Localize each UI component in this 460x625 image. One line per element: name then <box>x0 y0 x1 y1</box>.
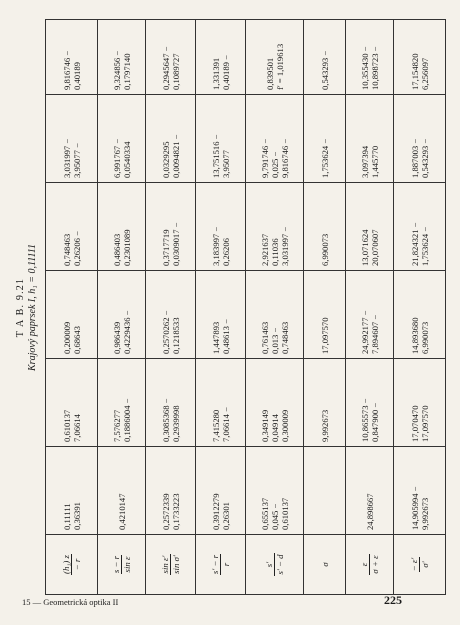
cell-value: 0,1797140 <box>121 53 132 90</box>
cell-value: 0,11036 <box>269 238 280 266</box>
table-cell <box>146 359 196 447</box>
row-header <box>394 535 446 595</box>
cell-value: 0,26301 <box>220 502 231 530</box>
table-cell <box>46 359 98 447</box>
page-number: 225 <box>384 593 402 607</box>
cell-value: 17,097570 <box>419 405 430 442</box>
cell-value: 0,610137 <box>279 497 290 530</box>
cell-value: 3,95077 − <box>71 143 82 178</box>
cell-value: 10,355430 − <box>359 46 370 90</box>
table-cell <box>304 20 346 95</box>
row-header-bottom: − r <box>72 558 82 571</box>
cell-value: 14,905994 − <box>409 486 420 530</box>
table-row <box>304 20 346 595</box>
table-cell <box>246 95 304 183</box>
cell-value: 0,013 − <box>269 327 280 354</box>
row-header-bottom: sin ε <box>122 556 132 573</box>
row-header-top: s′ <box>264 553 275 575</box>
cell-value: 9,324856 − <box>111 50 122 90</box>
row-header <box>146 535 196 595</box>
cell-value: f′ = 1,019613 <box>274 43 285 90</box>
cell-value: 0,0094821 − <box>170 134 181 178</box>
table-cell <box>98 359 146 447</box>
cell-value: 1,447893 <box>210 321 221 354</box>
table-cell <box>98 447 146 535</box>
cell-value: 0,2570262 − <box>160 310 171 354</box>
cell-value: 0,0309017 − <box>170 222 181 266</box>
cell-value: 7,06614 <box>71 414 82 442</box>
table-cell <box>246 447 304 535</box>
table-cell <box>346 95 394 183</box>
cell-value: 17,097570 <box>319 317 330 354</box>
row-header <box>246 535 304 595</box>
table-cell <box>146 20 196 95</box>
table-cell <box>98 95 146 183</box>
cell-value: 3,031997 − <box>279 226 290 266</box>
footer-chapter: 15 — Geometrická optika II <box>22 597 119 607</box>
row-header <box>304 535 346 595</box>
cell-value: 0,11111 <box>61 503 72 530</box>
table-cell <box>146 271 196 359</box>
cell-value: 1,887003 − <box>409 138 420 178</box>
row-header-bottom: sin σ′ <box>171 555 181 574</box>
cell-value: 1,753624 − <box>319 138 330 178</box>
cell-value: 0,48613 − <box>220 319 231 354</box>
cell-value: 3,097394 <box>359 145 370 178</box>
cell-value: 0,543293 − <box>419 138 430 178</box>
table-cell <box>346 359 394 447</box>
cell-value: 0,655137 <box>259 497 270 530</box>
table-cell <box>346 447 394 535</box>
table-cell <box>146 183 196 271</box>
row-header <box>196 535 246 595</box>
cell-value: 2,921637 <box>259 233 270 266</box>
table-cell <box>46 20 98 95</box>
row-header <box>46 535 98 595</box>
table-row <box>196 20 246 595</box>
table-cell <box>196 271 246 359</box>
table-cell <box>246 271 304 359</box>
data-table <box>45 19 446 595</box>
table-cell <box>246 359 304 447</box>
cell-value: 0,543293 − <box>319 50 330 90</box>
cell-value: 14,893680 <box>409 317 420 354</box>
cell-value: 24,992177 − <box>359 310 370 354</box>
table-cell <box>46 447 98 535</box>
cell-value: 0,2572339 <box>160 493 171 530</box>
cell-value: 0,2301089 <box>121 229 132 266</box>
row-header-top: s − r <box>111 555 121 574</box>
cell-value: 0,986439 <box>111 321 122 354</box>
row-header-top: s′ − r <box>210 554 220 575</box>
cell-value: 0,04914 <box>269 414 280 442</box>
table-cell <box>304 95 346 183</box>
table-row <box>394 20 446 595</box>
cell-value: 9,816746 − <box>279 138 290 178</box>
cell-value: 0,2945647 − <box>160 46 171 90</box>
cell-value: 1,331391 <box>210 57 221 90</box>
table-cell <box>304 271 346 359</box>
cell-value: 0,26206 <box>220 238 231 266</box>
cell-value: 9,992673 <box>319 409 330 442</box>
cell-value: 3,183997 − <box>210 226 221 266</box>
cell-value: 13,071624 <box>359 229 370 266</box>
cell-value: 9,992673 <box>419 497 430 530</box>
cell-value: 0,761463 <box>259 321 270 354</box>
table-row <box>246 20 304 595</box>
table-cell <box>98 271 146 359</box>
cell-value: 9,791746 − <box>259 138 270 178</box>
cell-value: 0,40189 <box>71 62 82 90</box>
rotated-table-block <box>15 20 445 595</box>
cell-value: 0,1218533 <box>170 317 181 354</box>
cell-value: 3,031997 − <box>61 138 72 178</box>
table-cell <box>196 20 246 95</box>
cell-value: 0,486403 <box>111 233 122 266</box>
table-cell <box>346 271 394 359</box>
cell-value: 0,3085368 − <box>160 398 171 442</box>
table-subtitle: Krajový paprsek I, h₁ = 0,11111 <box>27 244 38 371</box>
table-cell <box>394 271 446 359</box>
cell-value: 21,824321 − <box>409 222 420 266</box>
table-cell <box>394 20 446 95</box>
cell-value: 7,06614 − <box>220 407 231 442</box>
table-label: T A B. 9.21 <box>15 277 26 338</box>
row-header-top: (h₁) z <box>61 555 71 574</box>
row-header-bottom: σ + ε <box>370 555 380 574</box>
cell-value: 6,990073 <box>319 233 330 266</box>
table-cell <box>394 447 446 535</box>
row-header <box>346 535 394 595</box>
row-header <box>98 535 146 595</box>
table-cell <box>98 183 146 271</box>
cell-value: 13,751516 − <box>210 134 221 178</box>
table-row <box>98 20 146 595</box>
cell-value: 0,748463 <box>61 233 72 266</box>
table-cell <box>196 95 246 183</box>
table-cell <box>304 183 346 271</box>
cell-value: 0,26206 − <box>71 231 82 266</box>
cell-value: 0,1089727 <box>170 53 181 90</box>
cell-value: 0,300009 <box>279 409 290 442</box>
cell-value: 0,1886004 − <box>121 398 132 442</box>
cell-value: 17,070470 <box>409 405 420 442</box>
cell-value: 0,045 − <box>269 503 280 530</box>
cell-value: 0,200009 <box>61 321 72 354</box>
cell-value: 10,865573 − <box>359 398 370 442</box>
table-cell <box>394 95 446 183</box>
cell-value: 7,894607 − <box>369 314 380 354</box>
cell-value: 20,070607 <box>369 229 380 266</box>
row-header-top: sin ε′ <box>160 555 170 574</box>
table-cell <box>196 183 246 271</box>
table-cell <box>46 95 98 183</box>
cell-value: 24,898667 <box>364 493 375 530</box>
table-cell <box>146 95 196 183</box>
table-cell <box>196 359 246 447</box>
cell-value: 3,95077 <box>220 150 231 178</box>
row-header-top: σ <box>319 562 330 567</box>
cell-value: 0,4229436 − <box>121 310 132 354</box>
cell-value: 0,68643 <box>71 326 82 354</box>
cell-value: 0,36391 <box>71 502 82 530</box>
cell-value: 0,839501 <box>264 57 275 90</box>
cell-value: 0,2939998 <box>170 405 181 442</box>
cell-value: 0,3912279 <box>210 493 221 530</box>
cell-value: 1,445770 <box>369 145 380 178</box>
cell-value: 7,415280 <box>210 409 221 442</box>
cell-value: 1,753624 − <box>419 226 430 266</box>
table-cell <box>146 447 196 535</box>
row-header-top: − ε′ <box>409 557 419 572</box>
row-header-bottom: s′ − d <box>275 554 285 575</box>
cell-value: 0,4210147 <box>116 493 127 530</box>
cell-value: 0,748463 <box>279 321 290 354</box>
row-header-bottom: σ′ <box>420 561 430 568</box>
cell-value: 0,610137 <box>61 409 72 442</box>
row-header-bottom: r <box>221 562 231 567</box>
cell-value: 7,576277 <box>111 409 122 442</box>
cell-value: 10,898723 − <box>369 46 380 90</box>
table-row <box>46 20 98 595</box>
cell-value: 9,816746 − <box>61 50 72 90</box>
cell-value: 0,40189 − <box>220 55 231 90</box>
table-cell <box>394 183 446 271</box>
cell-value: 17,154820 <box>409 53 420 90</box>
cell-value: 6,990073 <box>419 321 430 354</box>
cell-value: 0,0540334 <box>121 141 132 178</box>
table-cell <box>46 271 98 359</box>
row-header-top: ε <box>359 554 370 574</box>
cell-value: 6,991767 − <box>111 138 122 178</box>
cell-value: 6,256097 <box>419 57 430 90</box>
cell-value: 0,025 − <box>269 151 280 178</box>
cell-value: 0,1733223 <box>170 493 181 530</box>
table-cell <box>196 447 246 535</box>
table-row <box>146 20 196 595</box>
table-cell <box>346 183 394 271</box>
cell-value: 0,349149 <box>259 409 270 442</box>
table-cell <box>394 359 446 447</box>
table-cell <box>304 447 346 535</box>
table-cell <box>46 183 98 271</box>
table-cell <box>246 20 304 95</box>
cell-value: 0,3717719 <box>160 229 171 266</box>
table-cell <box>346 20 394 95</box>
cell-value: 0,0329295 <box>160 141 171 178</box>
table-cell <box>304 359 346 447</box>
table-row <box>346 20 394 595</box>
table-cell <box>246 183 304 271</box>
table-cell <box>98 20 146 95</box>
cell-value: 0,847900 − <box>369 402 380 442</box>
